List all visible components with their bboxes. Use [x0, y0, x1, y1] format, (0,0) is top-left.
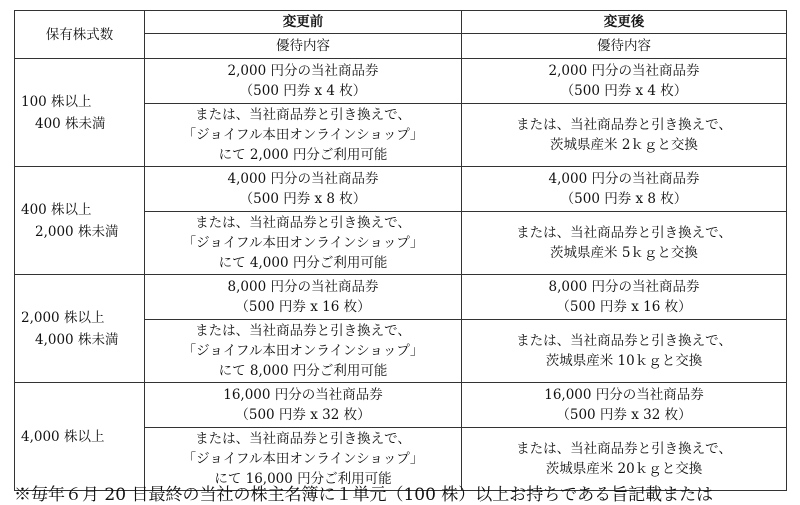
voucher-breakdown: （500 円券 x 16 枚） [556, 299, 692, 315]
voucher-breakdown: （500 円券 x 4 枚） [560, 83, 688, 99]
shares-min: 100 株以上 [21, 93, 92, 110]
alternative-text: または、当社商品券と引き換えで、 [516, 333, 732, 349]
after-voucher-cell [462, 383, 787, 428]
shares-min: 4,000 株以上 [21, 428, 105, 445]
alternative-text: 茨城県産米 5ｋｇと交換 [550, 245, 698, 261]
benefit-comparison-table [14, 10, 787, 491]
alternative-text: にて 4,000 円分ご利用可能 [218, 255, 388, 271]
after-alternative-cell [462, 104, 787, 167]
voucher-amount: 4,000 円分の当社商品券 [548, 171, 700, 187]
alternative-text: 「ジョイフル本田オンラインショップ」 [182, 235, 424, 251]
shares-cell [15, 167, 145, 275]
alternative-text: にて 2,000 円分ご利用可能 [218, 147, 388, 163]
alternative-text: または、当社商品券と引き換えで、 [516, 441, 732, 457]
before-voucher-cell [145, 383, 462, 428]
alternative-text: または、当社商品券と引き換えで、 [516, 117, 732, 133]
voucher-breakdown: （500 円券 x 8 枚） [560, 191, 688, 207]
table-row [15, 275, 787, 320]
before-voucher-cell [145, 59, 462, 104]
voucher-amount: 2,000 円分の当社商品券 [227, 63, 379, 79]
after-alternative-cell [462, 212, 787, 275]
alternative-text: または、当社商品券と引き換えで、 [195, 431, 411, 447]
after-content-header: 優待内容 [462, 34, 787, 59]
after-voucher-cell [462, 59, 787, 104]
alternative-text: または、当社商品券と引き換えで、 [195, 323, 411, 339]
shares-max: 4,000 株未満 [35, 331, 119, 348]
table-row [15, 167, 787, 212]
alternative-text: にて 8,000 円分ご利用可能 [218, 363, 388, 379]
shares-max: 400 株未満 [35, 115, 106, 132]
alternative-text: 茨城県産米 2ｋｇと交換 [550, 137, 698, 153]
table-row [15, 383, 787, 428]
voucher-amount: 4,000 円分の当社商品券 [227, 171, 379, 187]
voucher-breakdown: （500 円券 x 32 枚） [556, 407, 692, 423]
alternative-text: または、当社商品券と引き換えで、 [516, 225, 732, 241]
shares-cell [15, 383, 145, 491]
before-alternative-cell [145, 320, 462, 383]
alternative-text: 「ジョイフル本田オンラインショップ」 [182, 127, 424, 143]
voucher-breakdown: （500 円券 x 8 枚） [239, 191, 367, 207]
before-content-header: 優待内容 [145, 34, 462, 59]
voucher-amount: 2,000 円分の当社商品券 [548, 63, 700, 79]
alternative-text: または、当社商品券と引き換えで、 [195, 107, 411, 123]
shares-min: 2,000 株以上 [21, 309, 105, 326]
alternative-text: 「ジョイフル本田オンラインショップ」 [182, 343, 424, 359]
alternative-text: 「ジョイフル本田オンラインショップ」 [182, 451, 424, 467]
before-alternative-cell [145, 104, 462, 167]
before-header: 変更前 [145, 11, 462, 34]
voucher-amount: 8,000 円分の当社商品券 [548, 279, 700, 295]
before-voucher-cell [145, 167, 462, 212]
shares-max: 2,000 株未満 [35, 223, 119, 240]
voucher-amount: 16,000 円分の当社商品券 [544, 387, 704, 403]
voucher-amount: 8,000 円分の当社商品券 [227, 279, 379, 295]
table-row [15, 59, 787, 104]
before-voucher-cell [145, 275, 462, 320]
alternative-text: 茨城県産米 10ｋｇと交換 [545, 353, 703, 369]
after-alternative-cell [462, 320, 787, 383]
shares-cell [15, 59, 145, 167]
shares-min: 400 株以上 [21, 201, 92, 218]
voucher-breakdown: （500 円券 x 32 枚） [235, 407, 371, 423]
alternative-text: または、当社商品券と引き換えで、 [195, 215, 411, 231]
alternative-text: 茨城県産米 20ｋｇと交換 [545, 461, 703, 477]
alternative-text: にて 16,000 円分ご利用可能 [214, 471, 392, 487]
before-alternative-cell [145, 212, 462, 275]
voucher-amount: 16,000 円分の当社商品券 [223, 387, 383, 403]
footnote: ※毎年６月 20 日最終の当社の株主名簿に１単元（100 株）以上お持ちである旨記載または [14, 485, 714, 505]
after-voucher-cell [462, 275, 787, 320]
after-header: 変更後 [462, 11, 787, 34]
voucher-breakdown: （500 円券 x 4 枚） [239, 83, 367, 99]
shares-header: 保有株式数 [15, 11, 145, 59]
voucher-breakdown: （500 円券 x 16 枚） [235, 299, 371, 315]
after-voucher-cell [462, 167, 787, 212]
shares-cell [15, 275, 145, 383]
